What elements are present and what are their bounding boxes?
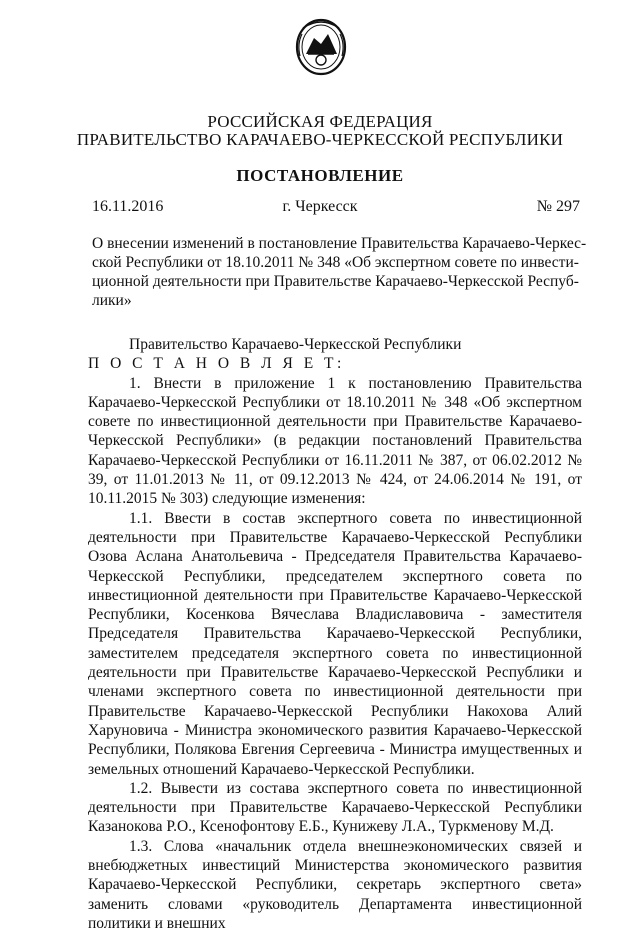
subject-line: О внесении изменений в постановление Правительства Карачаево-Черкес-: [92, 235, 587, 252]
document-subject: [92, 234, 587, 310]
document-body: [88, 335, 582, 933]
paragraph-1-3: 1.3. Слова «начальник отдела внешнеэкономических связей и внебюджетных инвестиций Министерства экономического развития Карачаево-Черкесской Республики, секретарь экспертного света» заменить словами «руководитель Департамента инвестиционной политики и внешних: [88, 837, 582, 932]
coat-of-arms-icon: [297, 20, 345, 74]
country-name: РОССИЙСКАЯ ФЕДЕРАЦИЯ: [207, 112, 433, 131]
subject-line: лики»: [92, 292, 132, 309]
document-date: 16.11.2016: [92, 198, 164, 215]
document-number: № 297: [536, 198, 580, 215]
paragraph-1-2: 1.2. Вывести из состава экспертного совета по инвестиционной деятельности при Правительстве Карачаево-Черкесской Республики Казанокова Р.О., Ксенофонтову Е.Б., Кунижеву Л.А., Туркменову М.Д.: [88, 779, 582, 836]
coat-of-arms-emblem: [294, 14, 348, 78]
document-type: ПОСТАНОВЛЕНИЕ: [236, 166, 404, 185]
subject-line: ционной деятельности при Правительстве Карачаево-Черкесской Респуб-: [92, 273, 579, 290]
decree-word: П О С Т А Н О В Л Я Е Т:: [88, 355, 345, 373]
subject-line: ской Республики от 18.10.2011 № 348 «Об экспертном совете по инвести-: [92, 254, 579, 271]
paragraph-1-1: 1.1. Ввести в состав экспертного совета по инвестиционной деятельности при Правительстве Карачаево-Черкесской Республики Озова Аслана Анатольевича - Председателя Правительства Карачаево-Черкесской Республики, председателем экспертного совета по инвестиционной деятельности при Правительстве Карачаево-Черкесской Республики, Косенкова Вячеслава Владиславовича - заместителя Председателя Правительства Карачаево-Черкесской Республики, заместителем председателя экспертного совета по инвестиционной деятельности при Правительстве Карачаево-Черкесской Республики и членами экспертного совета по инвестиционной деятельности при Правительстве Карачаево-Черкесской Республики Накохова Алий Харуновича - Министра экономического развития Карачаево-Черкесской Республики, Полякова Евгения Сергеевича - Министра имущественных и земельных отношений Карачаево-Черкесской Республики.: [88, 509, 582, 778]
intro-paragraph: Правительство Карачаево-Черкесской Республики: [129, 336, 462, 353]
government-name: ПРАВИТЕЛЬСТВО КАРАЧАЕВО-ЧЕРКЕССКОЙ РЕСПУБЛИКИ: [76, 130, 564, 149]
paragraph-1: 1. Внести в приложение 1 к постановлению Правительства Карачаево-Черкесской Республики от 18.10.2011 № 348 «Об экспертном совете по инвестиционной деятельности при Правительстве Карачаево-Черкесской Республики» (в редакции постановлений Правительства Карачаево-Черкесской Республики от 16.11.2011 № 387, от 06.02.2012 № 39, от 11.01.2013 № 11, от 09.12.2013 № 424, от 24.06.2014 № 191, от 10.11.2015 № 303) следующие изменения:: [88, 374, 582, 508]
document-city: г. Черкесск: [282, 198, 358, 215]
